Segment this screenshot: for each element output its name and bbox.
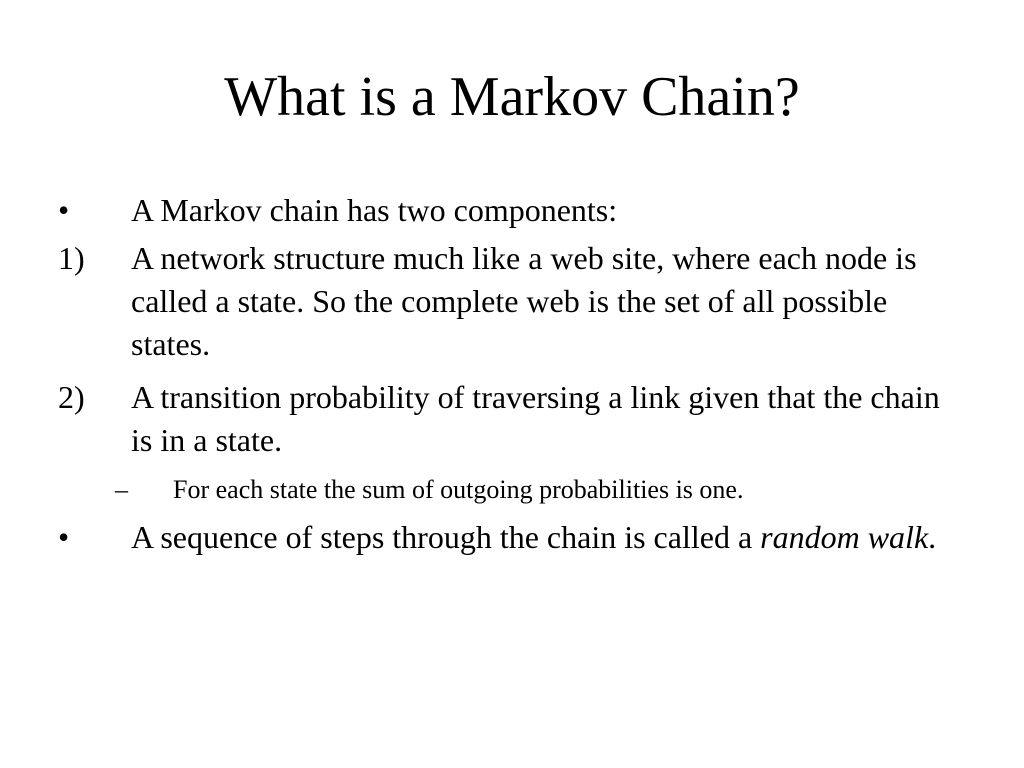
- bullet-text-tail: .: [928, 519, 937, 555]
- sub-bullet-item-sum-probabilities: [115, 473, 975, 507]
- bullet-item-components: [58, 189, 958, 232]
- emphasized-term: random walk: [760, 519, 929, 555]
- number-marker: 1): [58, 240, 85, 276]
- sub-bullet-text: For each state the sum of outgoing probabilities is one.: [173, 475, 744, 504]
- dash-marker: –: [115, 475, 128, 504]
- bullet-marker: •: [58, 519, 70, 555]
- slide-title: What is a Markov Chain?: [224, 66, 800, 128]
- bullet-item-random-walk: [58, 516, 958, 559]
- bullet-text: A Markov chain has two components:: [131, 192, 618, 228]
- bullet-text-lead: A sequence of steps through the chain is called a: [131, 519, 761, 555]
- bullet-marker: •: [58, 192, 70, 228]
- numbered-item-network-structure: [58, 237, 958, 366]
- bullet-text: [131, 516, 951, 559]
- numbered-item-transition-probability: [58, 376, 958, 462]
- numbered-item-text: A transition probability of traversing a link given that the chain is in a state.: [131, 379, 940, 458]
- numbered-item-text: A network structure much like a web site, where each node is called a state. So the complete web is the set of all possible states.: [131, 240, 917, 362]
- number-marker: 2): [58, 379, 85, 415]
